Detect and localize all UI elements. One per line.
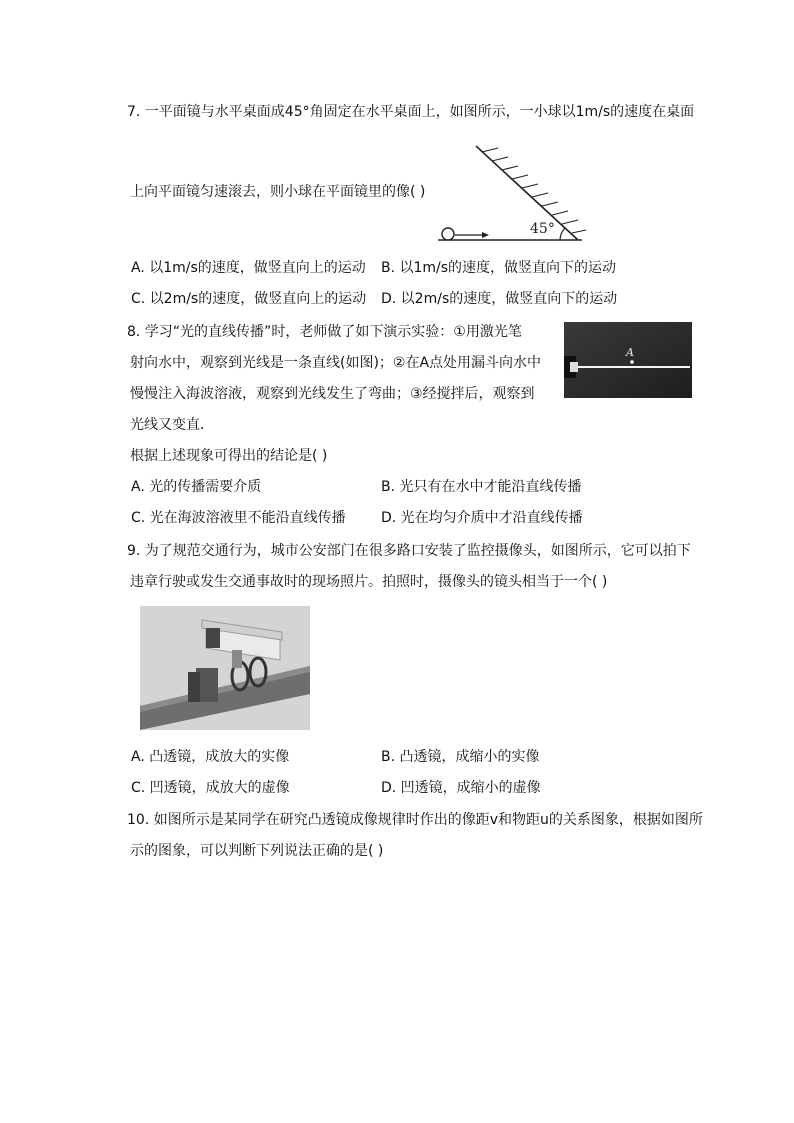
q8-laser-photo (564, 322, 692, 398)
q9-option-c: C. 凹透镜，成放大的虚像 (131, 780, 290, 796)
q10-stem-line1: 10. 如图所示是某同学在研究凸透镜成像规律时作出的像距v和物距u的关系图象，根据如图所 (127, 812, 703, 828)
arrow-head-icon (482, 232, 489, 238)
q10-stem-line2: 示的图象，可以判断下列说法正确的是( ) (130, 843, 384, 859)
q9-option-b: B. 凸透镜，成缩小的实像 (381, 749, 540, 765)
q8-option-a: A. 光的传播需要介质 (131, 479, 262, 495)
q7-option-d: D. 以2m/s的速度，做竖直向下的运动 (381, 291, 618, 307)
ball-icon (442, 228, 454, 240)
q8-stem-line4: 光线又变直． (130, 417, 214, 433)
q9-stem-line1: 9. 为了规范交通行为，城市公安部门在很多路口安装了监控摄像头，如图所示，它可以拍下 (127, 543, 691, 559)
q8-stem-line2: 射向水中，观察到光线是一条直线(如图)；②在A点处用漏斗向水中 (130, 355, 542, 371)
q9-stem-line2: 违章行驶或发生交通事故时的现场照片。拍照时，摄像头的镜头相当于一个( ) (130, 574, 608, 590)
point-a-dot (630, 360, 634, 364)
q8-stem-line1: 8. 学习“光的直线传播”时，老师做了如下演示实验：①用激光笔 (127, 324, 522, 340)
q8-option-b: B. 光只有在水中才能沿直线传播 (381, 479, 582, 495)
q7-mirror-diagram (432, 140, 592, 246)
q9-option-a: A. 凸透镜，成放大的实像 (131, 749, 290, 765)
mirror-line (476, 146, 578, 240)
point-a-label: A (626, 346, 634, 359)
q7-option-b: B. 以1m/s的速度，做竖直向下的运动 (381, 260, 617, 276)
q7-option-a: A. 以1m/s的速度，做竖直向上的运动 (131, 260, 366, 276)
q8-stem-line5: 根据上述现象可得出的结论是( ) (130, 448, 328, 464)
angle-arc (560, 228, 565, 240)
q9-option-d: D. 凹透镜，成缩小的虚像 (381, 780, 541, 796)
q7-option-c: C. 以2m/s的速度，做竖直向上的运动 (131, 291, 367, 307)
q8-option-c: C. 光在海波溶液里不能沿直线传播 (131, 510, 346, 526)
q8-stem-line3: 慢慢注入海波溶液，观察到光线发生了弯曲；③经搅拌后，观察到 (130, 386, 535, 402)
q7-stem-line2: 上向平面镜匀速滚去，则小球在平面镜里的像( ) (130, 184, 426, 200)
q9-camera-photo (140, 606, 310, 730)
q7-stem-line1: 7. 一平面镜与水平桌面成45°角固定在水平桌面上，如图所示，一小球以1m/s的速度在桌面 (127, 104, 695, 120)
angle-label: 45° (530, 221, 555, 237)
q8-option-d: D. 光在均匀介质中才沿直线传播 (381, 510, 583, 526)
